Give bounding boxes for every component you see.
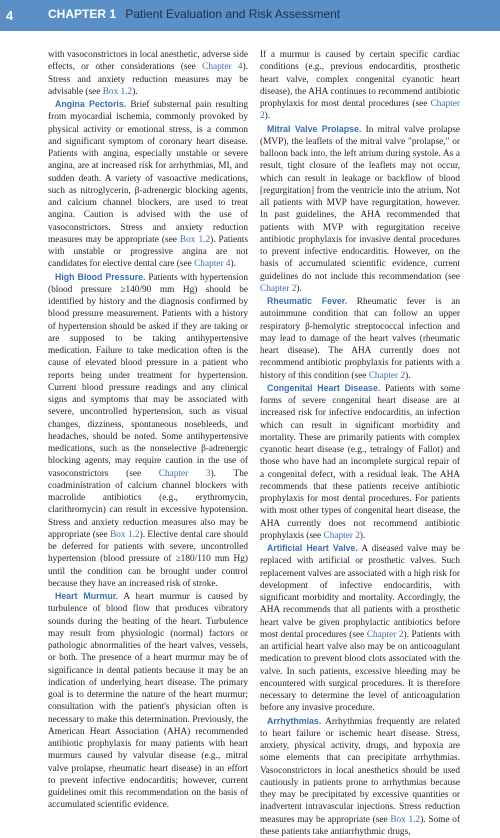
chapter-2-link[interactable]: Chapter 2 [369, 371, 405, 381]
text-run: with vasoconstrictors in local anesthetic, adverse side effects, or other considerations (see [48, 50, 248, 72]
running-head [48, 7, 340, 21]
text-run: ). [360, 531, 365, 541]
text-run: ). Some of these patients take antiarrhythmic drugs, [260, 815, 460, 837]
text-run: ). Patients with unstable or progressive angina are not candidates for elective dental care (see [48, 235, 248, 270]
text-run: Rheumatic fever is an autoimmune condition that can follow an upper respiratory β-hemolytic streptococcal infection and may lead to damage of the heart valves (rheumatic heart disease). The AHA currently does not recommend antibiotic prophylaxis for patients with a history of this condition (see [260, 297, 460, 381]
text-run: ). [265, 111, 270, 121]
text-run: ). [405, 371, 410, 381]
text-run: ). Elective dental care should be deferred for patients with severe, uncontrolled hypertension (blood pressure of ≥180/110 mm Hg) until the condition can be brought under control because they have an increased risk of stroke. [48, 530, 248, 589]
text-run: A diseased valve may be replaced with artificial or prosthetic valves. Such replacement valves are associated with a high risk for development of infective endocarditis, with significant morbidity and mortality. Accordingly, the AHA recommends that all patients with a prosthetic heart valve be given prophylactic antibiotics before most dental procedures (see [260, 544, 460, 640]
text-run: ). Stress and anxiety reduction measures may be advisable (see [48, 62, 248, 97]
box-1-2-link[interactable]: Box 1.2 [180, 235, 210, 245]
text-run: Patients with some forms of severe congenital heart disease are at increased risk for infective endocarditis, an infection which can result in significant morbidity and mortality. These are primarily patients with complex cyanotic heart disease (e.g., tetralogy of Fallot) and those who have had an incomplete surgical repair of a congenital defect, with a residual leak. The AHA recommends that these patients receive antibiotic prophylaxis for most dental procedures. For patients with most other types of congenital heart disease, the AHA currently does not recommend antibiotic prophylaxis (see [260, 384, 460, 541]
chapter-2-link[interactable]: Chapter 2 [260, 284, 296, 294]
paragraph-artificial-heart-valve [260, 542, 460, 715]
paragraph-congenital-heart-disease [260, 382, 460, 542]
text-run: ). [132, 87, 137, 97]
heading-congenital-heart-disease: Congenital Heart Disease. [267, 383, 380, 393]
paragraph-high-blood-pressure [48, 271, 248, 591]
chapter-2-link[interactable]: Chapter 2 [324, 531, 360, 541]
box-1-2-link[interactable]: Box 1.2 [110, 530, 140, 540]
heading-angina-pectoris: Angina Pectoris. [55, 99, 126, 109]
text-run: ). [231, 259, 236, 269]
left-column [48, 49, 248, 812]
text-run: If a murmur is caused by certain specific cardiac conditions (e.g., previous endocarditis, prosthetic heart valve, complex congenital cyanotic heart disease), the AHA continues to recommend antibiotic prophylaxis for most dental procedures (see [260, 50, 460, 109]
paragraph-rheumatic-fever [260, 295, 460, 382]
chapter-3-link[interactable]: Chapter 3 [159, 469, 211, 479]
heading-heart-murmur: Heart Murmur. [55, 591, 118, 601]
page-number: 4 [6, 5, 28, 27]
heading-artificial-heart-valve: Artificial Heart Valve. [267, 543, 358, 553]
chapter-header-bar [0, 0, 500, 31]
chapter-4-link[interactable]: Chapter 4 [202, 62, 242, 72]
text-run: ). The coadministration of calcium channel blockers with macrolide antibiotics (e.g., erythromycin, clarithromycin) can result in excessive hypotension. Stress and anxiety reduction measures also may be appropriate (see [48, 469, 248, 540]
text-run: ). Patients with an artificial heart valve also may be on anticoagulant medication to prevent blood clots associated with the valve. In such patients, excessive bleeding may be encountered with surgical procedures. It is therefore necessary to determine the level of anticoagulation before any invasive procedure. [260, 630, 460, 714]
chapter-title: Patient Evaluation and Risk Assessment [125, 7, 340, 21]
chapter-4-link[interactable]: Chapter 4 [194, 259, 230, 269]
text-run: A heart murmur is caused by turbulence of blood flow that produces vibratory sounds during the beating of the heart. Turbulence may result from physiologic (normal) factors or pathologic abnormalities of the heart valves, vessels, or both. The presence of a heart murmur may be of significance in dental patients because it may be an indication of underlying heart disease. The primary goal is to determine the nature of the heart murmur; consultation with the patient's physician often is necessary to make this determination. Previously, the American Heart Association (AHA) recommended antibiotic prophylaxis for many patients with heart murmurs caused by valvular disease (e.g., mitral valve prolapse, rheumatic heart disease) in an effort to prevent infective endocarditis; however, current guidelines omit this recommendation on the basis of accumulated scientific evidence. [48, 592, 248, 810]
paragraph-heart-murmur [48, 590, 248, 812]
right-column [260, 49, 460, 838]
text-run: ). [296, 284, 301, 294]
heading-rheumatic-fever: Rheumatic Fever. [267, 296, 347, 306]
heading-high-blood-pressure: High Blood Pressure. [55, 272, 145, 282]
text-run: In mitral valve prolapse (MVP), the leaflets of the mitral valve "prolapse," or balloon back into, the left atrium during systole. As a result, tight closure of the leaflets may not occur, which can result in leakage or backflow of blood [regurgitation] from the ventricle into the atrium. Not all patients with MVP have regurgitation, however. In past guidelines, the AHA recommended that patients with MVP with regurgitation receive antibiotic prophylaxis for invasive dental procedures to prevent infective endocarditis. However, on the basis of accumulated scientific evidence, current guidelines do not include this recommendation (see [260, 125, 460, 282]
text-run: Arrhythmias frequently are related to heart failure or ischemic heart disease. Stress, anxiety, physical activity, drugs, and hypoxia are some elements that can precipitate arrhythmias. Vasoconstrictors in local anesthetics should be used cautiously in patients prone to arrhythmias because they may be precipitated by excessive quantities or inadvertent intravascular injections. Stress reduction measures may be appropriate (see [260, 717, 460, 825]
chapter-2-link[interactable]: Chapter 2 [260, 99, 460, 121]
chapter-2-link[interactable]: Chapter 2 [367, 630, 404, 640]
box-1-2-link[interactable]: Box 1.2 [390, 815, 420, 825]
chapter-label: CHAPTER 1 [48, 7, 116, 21]
paragraph-angina-pectoris [48, 98, 248, 271]
heading-mitral-valve-prolapse: Mitral Valve Prolapse. [267, 124, 361, 134]
paragraph-murmur-continuation [260, 49, 460, 123]
heading-arrhythmias: Arrhythmias. [267, 716, 321, 726]
box-1-2-link[interactable]: Box 1.2 [103, 87, 132, 97]
paragraph-continuation [48, 49, 248, 98]
text-run: Patients with hypertension (blood pressure ≥140/90 mm Hg) should be identified by history and the diagnosis confirmed by blood pressure measurement. Patients with a history of hypertension should be asked if they are taking or are supposed to be taking antihypertensive medication. Failure to take medication often is the cause of elevated blood pressure in a patient who reports being under treatment for hypertension. Current blood pressure readings and any clinical signs and symptoms that may be associated with severe, uncontrolled hypertension, such as visual changes, dizziness, spontaneous nosebleeds, and headaches, should be noted. Some antihypertensive medications, such as the nonselective β-adrenergic blocking agents, may require caution in the use of vasoconstrictors (see [48, 273, 248, 479]
paragraph-mitral-valve-prolapse [260, 123, 460, 296]
text-run: Brief substernal pain resulting from myocardial ischemia, commonly provoked by physical activity or emotional stress, is a common and significant symptom of coronary heart disease. Patients with angina, especially unstable or severe angina, are at increased risk for arrhythmias, MI, and sudden death. A variety of vasoactive medications, such as nitroglycerin, β-adrenergic blocking agents, and calcium channel blockers, are used to treat angina. Caution is advised with the use of vasoconstrictors. Stress and anxiety reduction measures may be appropriate (see [48, 100, 248, 245]
paragraph-arrhythmias [260, 715, 460, 838]
